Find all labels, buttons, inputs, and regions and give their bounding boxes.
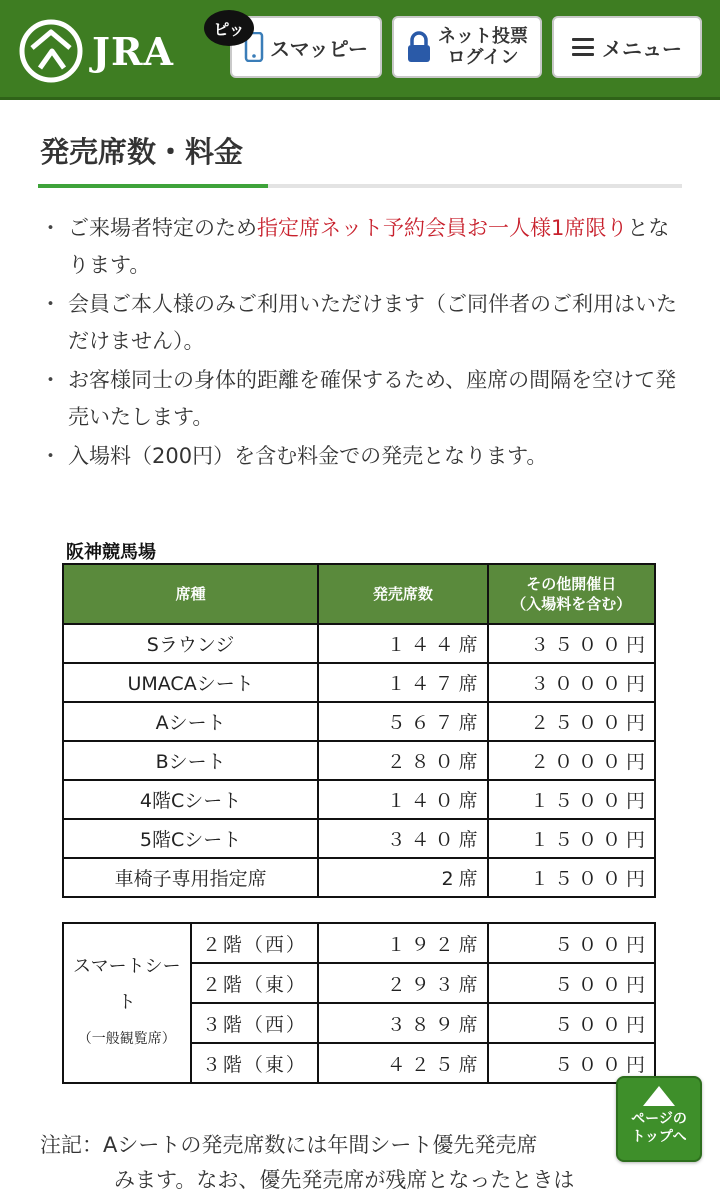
menu-icon <box>572 38 594 56</box>
note-line: 注記：Aシートの発売席数には年間シート優先発売席 <box>40 1133 538 1157</box>
login-label <box>438 26 528 68</box>
note-line: みます。なお、優先発売席が残席となったときは <box>114 1168 575 1192</box>
seat-price-table <box>62 563 656 898</box>
table-row: Aシート ５６７席 ２５００円 <box>63 702 655 741</box>
title-divider-accent <box>38 184 268 188</box>
net-vote-login-button[interactable] <box>392 16 542 78</box>
table-row: 車椅子専用指定席 2席 １５００円 <box>63 858 655 897</box>
table-row: Sラウンジ １４４席 ３５００円 <box>63 624 655 663</box>
logo-text: JRA <box>92 28 175 74</box>
notice-item: ・ お客様同士の身体的距離を確保するため、座席の間隔を空けて発売いたします。 <box>40 362 690 436</box>
login-label-line2: ログイン <box>447 47 519 68</box>
notice-list <box>40 210 690 477</box>
pip-badge: ピッ <box>204 10 254 46</box>
menu-label: メニュー <box>602 36 682 61</box>
table-row: ３階（東） ４２５席 ５００円 <box>63 1043 655 1083</box>
header-price: その他開催日 （入場料を含む） <box>488 564 655 624</box>
table-row: Bシート ２８０席 ２０００円 <box>63 741 655 780</box>
lock-icon <box>406 31 432 63</box>
login-label-line1: ネット投票 <box>438 26 528 47</box>
table-row: ２階（東） ２９３席 ５００円 <box>63 963 655 1003</box>
jra-logo[interactable] <box>18 18 174 84</box>
smart-seat-group: スマートシート （一般観覧席） <box>63 923 191 1083</box>
racecourse-name: 阪神競馬場 <box>66 542 156 563</box>
page-top-label: ページの トップへ <box>631 1111 687 1145</box>
arrow-up-icon <box>643 1086 675 1106</box>
jra-logo-icon <box>18 18 84 84</box>
notice-item: ・ 会員ご本人様のみご利用いただけます（ご同伴者のご利用はいただけません）。 <box>40 286 690 360</box>
header-seat-count: 発売席数 <box>318 564 487 624</box>
notice-item: ・ ご来場者特定のため指定席ネット予約会員お一人様1席限りとなります。 <box>40 210 690 284</box>
table-row: ３階（西） ３８９席 ５００円 <box>63 1003 655 1043</box>
notice-item: ・ 入場料（200円）を含む料金での発売となります。 <box>40 438 690 475</box>
highlight-text: 指定席ネット予約会員お一人様1席限り <box>257 216 628 240</box>
note-text <box>40 1128 680 1198</box>
menu-button[interactable] <box>552 16 702 78</box>
table-row: 4階Cシート １４０席 １５００円 <box>63 780 655 819</box>
site-header <box>0 0 720 100</box>
table-row: スマートシート （一般観覧席） ２階（西） １９２席 ５００円 <box>63 923 655 963</box>
smappy-label: スマッピー <box>270 36 368 61</box>
header-seat-kind: 席種 <box>63 564 318 624</box>
page-top-button[interactable] <box>616 1076 702 1162</box>
table-row: UMACAシート １４７席 ３０００円 <box>63 663 655 702</box>
table-header-row <box>63 564 655 624</box>
table-row: 5階Cシート ３４０席 １５００円 <box>63 819 655 858</box>
page-title: 発売席数・料金 <box>40 135 244 169</box>
smart-seat-table <box>62 922 656 1084</box>
